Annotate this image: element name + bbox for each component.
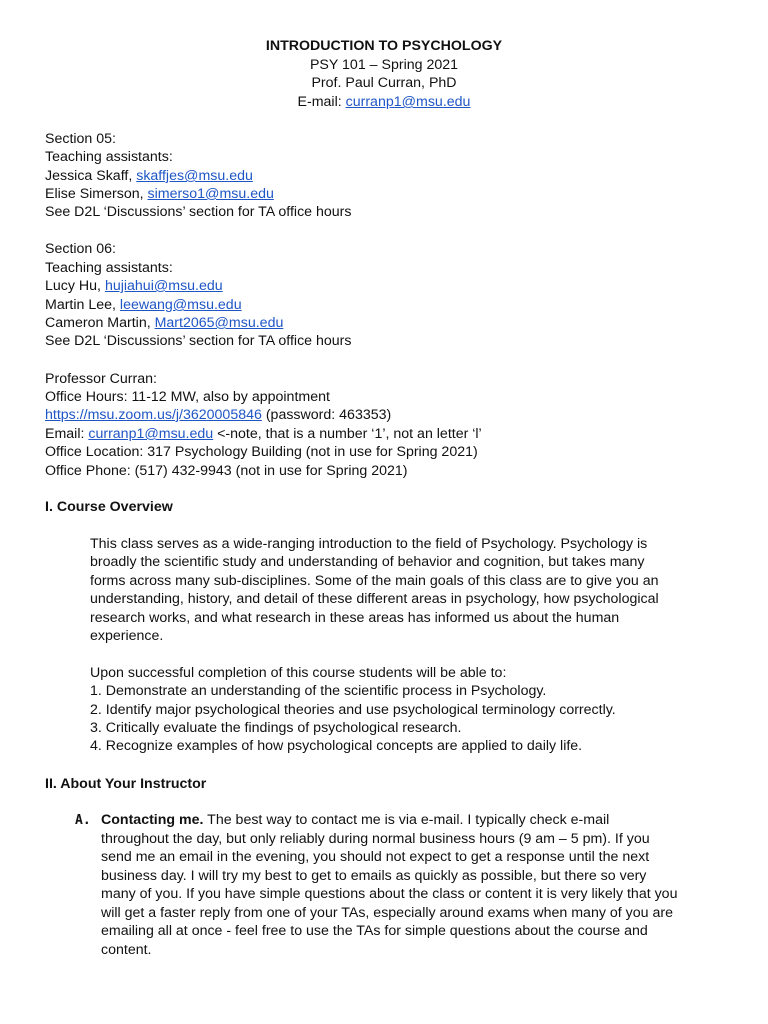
outcome-item: 3. Critically evaluate the findings of psychological research. (90, 720, 462, 736)
contact-item-title: Contacting me. (101, 812, 204, 828)
office-location: Office Location: 317 Psychology Building (not in use for Spring 2021) (45, 444, 478, 460)
ta-name: Lucy Hu, (45, 278, 105, 294)
section-06-heading: Section 06: (45, 241, 116, 257)
ta-entry (45, 314, 283, 332)
overview-paragraph-line: understanding, history, and detail of these different areas in psychology, how psychological (90, 591, 659, 607)
professor-email-link[interactable]: curranp1@msu.edu (88, 426, 214, 442)
zoom-link[interactable]: https://msu.zoom.us/j/3620005846 (45, 407, 262, 423)
ta-entry (45, 277, 223, 295)
contact-item-line: many of you. If you have simple questions about the class or content it is very likely that you (101, 886, 678, 902)
instructor-heading: II. About Your Instructor (45, 776, 207, 792)
ta-entry (45, 167, 253, 185)
professor-name: Prof. Paul Curran, PhD (311, 75, 457, 91)
ta-email-link[interactable]: Mart2065@msu.edu (154, 315, 284, 331)
ta-email-link[interactable]: leewang@msu.edu (119, 297, 242, 313)
overview-paragraph-line: broadly the scientific study and understanding of behavior and cognition, but takes many (90, 554, 645, 570)
email-label: Email: (45, 426, 89, 442)
outcomes-intro: Upon successful completion of this course students will be able to: (90, 665, 507, 681)
document-title: INTRODUCTION TO PSYCHOLOGY (265, 38, 503, 54)
zoom-password: (password: 463353) (261, 407, 392, 423)
overview-paragraph-line: This class serves as a wide-ranging introduction to the field of Psychology. Psychology is (90, 536, 648, 552)
zoom-line (45, 406, 391, 424)
ta-entry (45, 185, 274, 203)
contact-item-line: send me an email in the evening, you should not expect to get a response until the next (101, 849, 650, 865)
overview-paragraph-line: experience. (90, 628, 164, 644)
office-phone: Office Phone: (517) 432-9943 (not in use for Spring 2021) (45, 463, 408, 479)
section-06-ta-heading: Teaching assistants: (45, 260, 173, 276)
course-code: PSY 101 – Spring 2021 (309, 57, 459, 73)
contact-item-line: throughout the day, but only reliably during normal business hours (9 am – 5 pm). If you (101, 831, 650, 847)
outcome-item: 2. Identify major psychological theories and use psychological terminology correctly. (90, 702, 616, 718)
ta-name: Elise Simerson, (45, 186, 148, 202)
contact-item-line: will get a faster reply from one of your TAs, especially around exams when many of you are (101, 905, 673, 921)
ta-name: Martin Lee, (45, 297, 120, 313)
ta-name: Jessica Skaff, (45, 168, 137, 184)
contact-item-text: The best way to contact me is via e-mail. I typically check e-mail (203, 812, 610, 828)
section-05-note: See D2L ‘Discussions’ section for TA office hours (45, 204, 352, 220)
ta-entry (45, 296, 242, 314)
section-06-note: See D2L ‘Discussions’ section for TA office hours (45, 333, 352, 349)
ta-name: Cameron Martin, (45, 315, 155, 331)
contact-item-line: emailing all at once - feel free to use the TAs for simple questions about the course and (101, 923, 648, 939)
overview-paragraph-line: forms across many sub-disciplines. Some of the main goals of this class are to give you an (90, 573, 659, 589)
ta-email-link[interactable]: simerso1@msu.edu (147, 186, 274, 202)
contact-item-line: content. (101, 942, 152, 958)
section-05-heading: Section 05: (45, 131, 116, 147)
header-email-line (0, 93, 768, 111)
outcome-item: 4. Recognize examples of how psychological concepts are applied to daily life. (90, 738, 583, 754)
office-hours: Office Hours: 11-12 MW, also by appointment (45, 389, 330, 405)
ta-email-link[interactable]: hujiahui@msu.edu (104, 278, 223, 294)
outcome-item: 1. Demonstrate an understanding of the scientific process in Psychology. (90, 683, 547, 699)
email-label: E-mail: (297, 94, 346, 110)
course-overview-heading: I. Course Overview (45, 499, 173, 515)
list-marker: A. (75, 813, 91, 828)
contact-item-first-line (101, 811, 609, 829)
header-email-link[interactable]: curranp1@msu.edu (345, 94, 471, 110)
contact-item-line: business day. I will try my best to get to emails as quickly as possible, but there so very (101, 868, 647, 884)
professor-email-line (45, 425, 482, 443)
professor-heading: Professor Curran: (45, 371, 157, 387)
overview-paragraph-line: research works, and what research in these areas has informed us about the human (90, 610, 620, 626)
ta-email-link[interactable]: skaffjes@msu.edu (136, 168, 253, 184)
email-note: <-note, that is a number ‘1’, not an letter ‘l’ (213, 426, 482, 442)
section-05-ta-heading: Teaching assistants: (45, 149, 173, 165)
